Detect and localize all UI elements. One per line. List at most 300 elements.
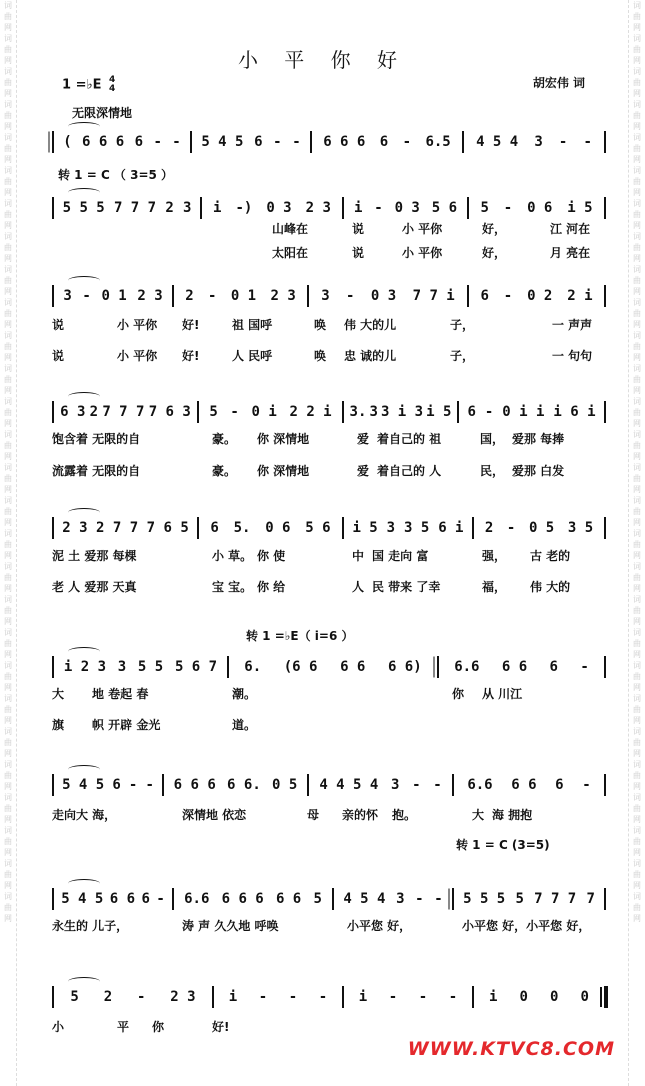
measure — [473, 194, 600, 222]
lyric-word: 小平您 好，小平您 好， — [462, 919, 591, 933]
measure — [58, 128, 186, 156]
slur-arc — [68, 765, 100, 774]
bar-line — [462, 131, 464, 153]
lyric-word: 大 — [52, 687, 65, 701]
note-group: - — [156, 891, 165, 907]
bar-line — [190, 131, 192, 153]
bar-line — [197, 401, 199, 423]
measure — [313, 771, 448, 799]
staff-row-4 — [52, 398, 607, 426]
bar-line — [332, 888, 334, 910]
bar-line — [197, 517, 199, 539]
note-group: 5 — [209, 404, 218, 420]
note-group: - — [346, 288, 355, 304]
time-sig-bottom: 4 — [109, 84, 116, 94]
note-group: 0 3 — [394, 200, 420, 216]
note-group: 7 7 7 — [534, 891, 577, 907]
measure — [58, 771, 158, 799]
bar-line — [604, 888, 606, 910]
lyric-row-9 — [52, 685, 607, 703]
measure — [316, 128, 458, 156]
note-group: 3 — [396, 891, 405, 907]
note-group: - — [433, 777, 442, 793]
lyric-row-6 — [52, 462, 607, 480]
measure — [178, 885, 328, 913]
staff-row-1 — [52, 128, 607, 156]
measure — [58, 653, 223, 681]
note-group: - — [153, 134, 162, 150]
note-group: 2 — [103, 989, 113, 1005]
lyric-word: 永生的 儿子， — [52, 919, 129, 933]
lyric-word: 潮。 — [232, 687, 257, 701]
lyric-word: 抱。 — [392, 808, 417, 822]
note-group: - — [292, 134, 301, 150]
measure — [58, 194, 196, 222]
lyric-word: 国， — [480, 432, 505, 446]
lyric-word: 大 — [472, 808, 485, 822]
lyric-word: 一 声声 — [552, 318, 593, 332]
measure — [233, 653, 433, 681]
lyric-word: 好， — [482, 246, 507, 260]
bar-line — [472, 517, 474, 539]
lyric-word: 你 深情地 — [257, 432, 310, 446]
bar-line — [172, 888, 174, 910]
note-group: 2 — [165, 200, 174, 216]
lyric-word: 国 走向 富 — [372, 549, 429, 563]
bar-line — [52, 401, 54, 423]
lyric-word: 你 使 — [257, 549, 286, 563]
measure — [58, 514, 193, 542]
bar-line — [467, 197, 469, 219]
note-group: 3 — [391, 777, 400, 793]
note-group: 0 2 — [527, 288, 553, 304]
note-group: 3 5 — [404, 520, 430, 536]
slur-arc — [68, 122, 100, 131]
lyric-word: 唤 — [314, 349, 327, 363]
staff-row-8 — [52, 885, 607, 913]
lyric-word: 涛 声 久久地 呼唤 — [182, 919, 279, 933]
slur-arc — [68, 977, 100, 986]
note-group: - — [583, 134, 592, 150]
bar-line — [310, 131, 312, 153]
note-group: - — [230, 404, 239, 420]
slur-arc — [68, 879, 100, 888]
slur-arc — [68, 647, 100, 656]
note-group: 6 — [467, 404, 476, 420]
note-group: 0 5 — [528, 520, 555, 536]
note-group: 2 — [89, 404, 99, 420]
measure — [178, 282, 303, 310]
note-group: 6 6 — [340, 659, 366, 675]
note-group: 5 — [515, 891, 524, 907]
note-group: 7 7 — [112, 520, 139, 536]
time-sig-top: 4 — [109, 75, 116, 85]
note-group: 3 — [386, 520, 396, 536]
bar-line — [52, 986, 54, 1008]
lyric-word: 一 句句 — [552, 349, 593, 363]
lyric-word: 强， — [482, 549, 507, 563]
note-group: 3 — [63, 288, 72, 304]
note-group: 6 — [134, 134, 144, 150]
bar-line — [342, 197, 344, 219]
note-group: 2 3 — [170, 989, 196, 1005]
note-group: 6.6 — [454, 659, 480, 675]
note-group: 0 1 — [230, 288, 257, 304]
measure — [478, 514, 600, 542]
bar-line — [452, 888, 454, 910]
measure — [458, 885, 600, 913]
note-group: 0 — [519, 989, 528, 1005]
slur-arc — [68, 276, 100, 285]
note-group: 3. — [349, 404, 367, 420]
lyric-row-3 — [52, 316, 607, 334]
lyric-word: 好! — [182, 318, 200, 332]
note-group: - — [318, 989, 328, 1005]
note-group: 0 6 — [527, 200, 553, 216]
lyric-word: 小 平你 — [402, 246, 443, 260]
lyric-word: 小 平你 — [117, 349, 158, 363]
note-group: 5 5 5 — [62, 200, 105, 216]
lyric-word: 说 — [352, 246, 365, 260]
lyric-word: 子， — [450, 349, 475, 363]
lyric-word: 好， — [482, 222, 507, 236]
lyric-word: 伟 大的儿 — [344, 318, 397, 332]
lyric-word: 平 — [117, 1020, 130, 1034]
note-group: 5 6 — [305, 520, 331, 536]
lyric-word: 忠 诚的儿 — [344, 349, 397, 363]
note-group: - — [402, 134, 412, 150]
note-group: - — [172, 134, 181, 150]
note-group: i 5 — [426, 404, 452, 420]
note-group: 4 5 4 — [343, 891, 386, 907]
bar-line — [604, 656, 606, 678]
note-group: 5 — [70, 989, 79, 1005]
note-group: 7 — [586, 891, 595, 907]
lyricist-credit: 胡宏伟 词 — [532, 76, 585, 90]
measure — [218, 983, 338, 1011]
modulation-2: 转 1 =♭E（ i=6 ） — [246, 629, 354, 643]
lyric-row-1 — [52, 220, 607, 238]
lyric-word: 伟 大的 — [530, 580, 571, 594]
note-group: 6 — [480, 288, 489, 304]
note-group: - — [388, 989, 398, 1005]
note-group: i — [353, 200, 363, 216]
bar-line — [52, 197, 54, 219]
lyric-word: 人 — [352, 580, 365, 594]
note-group: - — [415, 891, 424, 907]
note-group: 2 3 — [137, 288, 163, 304]
note-group: - — [136, 989, 146, 1005]
note-group: - — [412, 777, 421, 793]
note-group: i — [213, 200, 222, 216]
key-signature — [62, 76, 115, 94]
bar-line — [457, 401, 459, 423]
note-group: i 5 — [352, 520, 378, 536]
lyric-word: 从 川江 — [482, 687, 523, 701]
left-margin-line — [16, 0, 17, 1086]
note-group: 6 — [210, 520, 219, 536]
note-group: 2 — [484, 520, 494, 536]
note-group: 3 — [117, 659, 127, 675]
time-signature — [109, 76, 115, 94]
note-group: 6. — [244, 659, 262, 675]
bar-line — [467, 285, 469, 307]
note-group: 5 4 5 — [62, 777, 105, 793]
note-group: 7 6 5 — [146, 520, 189, 536]
measure — [348, 514, 468, 542]
bar-line — [604, 401, 606, 423]
measure — [58, 282, 168, 310]
note-group: 5 5 5 — [463, 891, 506, 907]
lyric-word: 小 — [52, 1020, 65, 1034]
note-group: 5 4 5 — [201, 134, 244, 150]
lyric-row-2 — [52, 244, 607, 262]
measure — [338, 885, 448, 913]
bar-line — [172, 285, 174, 307]
lyric-word: 宝 宝。 — [212, 580, 253, 594]
lyric-word: 小平您 好， — [347, 919, 412, 933]
bar-line — [52, 517, 54, 539]
lyric-word: 豪。 — [212, 464, 237, 478]
right-margin-line — [628, 0, 629, 1086]
bar-line — [472, 986, 474, 1008]
slur-arc — [68, 392, 100, 401]
lyric-word: 你 给 — [257, 580, 286, 594]
lyric-word: 爱那 白发 — [512, 464, 565, 478]
measure — [203, 514, 338, 542]
lyric-word: 地 卷起 春 — [92, 687, 149, 701]
bar-line — [52, 888, 54, 910]
note-group: 3 i 3 — [380, 404, 424, 420]
lyric-word: 走向大 海， — [52, 808, 117, 822]
note-group: 6 — [254, 134, 263, 150]
lyric-word: 小 平你 — [117, 318, 158, 332]
note-group: - — [506, 520, 516, 536]
note-group: - — [434, 891, 443, 907]
bar-line — [437, 656, 439, 678]
slur-arc — [68, 508, 100, 517]
staff-row-2 — [52, 194, 607, 222]
note-group: 6 6 6 — [221, 891, 264, 907]
slur-arc — [68, 188, 100, 197]
lyric-word: 福， — [482, 580, 507, 594]
note-group: 6 — [379, 134, 389, 150]
lyric-word: 好! — [212, 1020, 230, 1034]
lyric-row-13 — [52, 1018, 607, 1036]
lyric-word: 海 拥抱 — [492, 808, 533, 822]
lyric-word: 小 草。 — [212, 549, 253, 563]
bar-line — [342, 401, 344, 423]
note-group: 5 — [313, 891, 322, 907]
note-group: 4 5 4 — [476, 134, 519, 150]
note-group: 0 — [550, 989, 559, 1005]
note-group: 2 — [95, 520, 105, 536]
lyric-word: 祖 国呼 — [232, 318, 273, 332]
lyric-row-7 — [52, 547, 607, 565]
right-side-watermark: 词曲网词曲网词曲网词曲网词曲网词曲网词曲网词曲网词曲网词曲网词曲网词曲网词曲网词曲网词曲网词曲网词曲网词曲网词曲网词曲网词曲网词曲网词曲网词曲网词曲网词曲网词曲网词曲网 — [633, 1, 641, 923]
bar-line — [342, 986, 344, 1008]
note-group: i — [358, 989, 368, 1005]
lyric-word: 道。 — [232, 718, 257, 732]
lyric-row-8 — [52, 578, 607, 596]
bar-line — [212, 986, 214, 1008]
lyric-word: 着自己的 祖 — [377, 432, 442, 446]
note-group: 6 3 — [60, 404, 86, 420]
note-group: - — [273, 134, 282, 150]
bar-line — [604, 197, 606, 219]
note-group: 5. — [233, 520, 251, 536]
note-group: - — [484, 404, 494, 420]
bar-line — [604, 285, 606, 307]
staff-row-5 — [52, 514, 607, 542]
note-group: - — [418, 989, 428, 1005]
bar-line — [604, 517, 606, 539]
lyric-word: 爱 — [357, 432, 370, 446]
note-group: - — [582, 777, 591, 793]
staff-row-3 — [52, 282, 607, 310]
measure — [348, 398, 453, 426]
note-group: 0 — [580, 989, 589, 1005]
measure — [468, 128, 600, 156]
measure — [313, 282, 463, 310]
measure — [348, 194, 463, 222]
note-group: 2 3 — [62, 520, 88, 536]
lyric-word: 人 民呼 — [232, 349, 273, 363]
lyric-word: 小 平你 — [402, 222, 443, 236]
note-group: - — [580, 659, 589, 675]
measure — [478, 983, 600, 1011]
lyric-word: 民 带来 了幸 — [372, 580, 441, 594]
bar-line — [452, 774, 454, 796]
note-group: 0 1 — [101, 288, 127, 304]
note-group: 6.5 — [425, 134, 451, 150]
lyric-row-4 — [52, 347, 607, 365]
note-group: 6 — [141, 891, 150, 907]
lyric-word: 中 — [352, 549, 365, 563]
note-group: 6 6) — [387, 659, 422, 675]
note-group: 4 4 5 4 — [319, 777, 379, 793]
bar-line — [162, 774, 164, 796]
lyric-word: 母 — [307, 808, 320, 822]
note-group: 3 5 — [567, 520, 594, 536]
note-group: - — [82, 288, 91, 304]
lyric-word: 着自己的 人 — [377, 464, 442, 478]
note-group: 6 6 — [275, 891, 302, 907]
lyric-word: 旗 — [52, 718, 65, 732]
lyric-row-11 — [52, 806, 607, 824]
song-title: 小 平 你 好 — [237, 48, 408, 72]
lyric-word: 流露着 无限的自 — [52, 464, 141, 478]
measure — [196, 128, 306, 156]
note-group: 7 7 7 — [113, 200, 157, 216]
lyric-word: 古 老的 — [530, 549, 571, 563]
note-group: - — [128, 777, 138, 793]
bar-line — [52, 656, 54, 678]
note-group: 6 6. — [227, 777, 261, 793]
note-group: 6 6 — [511, 777, 537, 793]
note-group: 6 6 — [109, 891, 136, 907]
note-group: 6 6 6 — [173, 777, 216, 793]
note-group: 2 3 — [305, 200, 331, 216]
lyric-word: 子， — [450, 318, 475, 332]
note-group: 6 i — [438, 520, 464, 536]
measure — [463, 398, 600, 426]
note-group: 6 — [555, 777, 564, 793]
note-group: i — [489, 989, 498, 1005]
lyric-word: 你 深情地 — [257, 464, 310, 478]
bar-line — [604, 774, 606, 796]
note-group: 6 — [549, 659, 558, 675]
measure — [58, 885, 168, 913]
note-group: - — [258, 989, 268, 1005]
left-side-watermark: 词曲网词曲网词曲网词曲网词曲网词曲网词曲网词曲网词曲网词曲网词曲网词曲网词曲网词曲网词曲网词曲网词曲网词曲网词曲网词曲网词曲网词曲网词曲网词曲网词曲网词曲网词曲网词曲网 — [4, 1, 12, 923]
note-group: 0 i — [251, 404, 277, 420]
lyric-row-10 — [52, 716, 607, 734]
note-group: i 2 3 — [63, 659, 107, 675]
lyric-word: 说 — [52, 318, 65, 332]
modulation-1: 转 1 = C （ 3=5 ） — [58, 168, 174, 182]
staff-row-9 — [52, 983, 607, 1011]
lyric-word: 唤 — [314, 318, 327, 332]
lyric-word: 爱 — [357, 464, 370, 478]
note-group: i 5 — [567, 200, 593, 216]
note-group: 6.6 — [467, 777, 493, 793]
lyric-word: 爱那 每捧 — [512, 432, 565, 446]
bar-line — [227, 656, 229, 678]
lyric-row-5 — [52, 430, 607, 448]
note-group: 6 6 — [501, 659, 528, 675]
measure — [206, 194, 338, 222]
note-group: 0 i i — [502, 404, 545, 420]
measure — [203, 398, 338, 426]
note-group: 7 7 7 — [102, 404, 145, 420]
bar-line — [604, 131, 606, 153]
note-group: 0 6 — [265, 520, 291, 536]
note-group: 6.6 — [184, 891, 210, 907]
note-group: (6 6 — [283, 659, 318, 675]
staff-row-7 — [52, 771, 607, 799]
note-group: 2 i — [567, 288, 593, 304]
note-group: -) — [235, 200, 253, 216]
note-group: - — [503, 288, 513, 304]
bar-line — [342, 517, 344, 539]
note-group: 3 — [534, 134, 543, 150]
note-group: 7 6 3 — [148, 404, 191, 420]
measure — [168, 771, 303, 799]
note-group: 0 5 — [272, 777, 298, 793]
lyric-word: 江 河在 — [550, 222, 591, 236]
note-group: i — [228, 989, 238, 1005]
note-group: 7 7 i — [412, 288, 455, 304]
note-group: - — [288, 989, 298, 1005]
note-group: 6 6 6 — [82, 134, 125, 150]
lyric-word: 泥 土 爱那 每棵 — [52, 549, 137, 563]
note-group: - — [374, 200, 383, 216]
note-group: - — [208, 288, 217, 304]
note-group: 5 4 5 — [61, 891, 104, 907]
staff-row-6 — [52, 653, 607, 681]
bar-line — [307, 774, 309, 796]
modulation-3: 转 1 = C (3=5) — [456, 838, 550, 852]
note-group: i 6 i — [553, 404, 596, 420]
note-group: 3 — [321, 288, 330, 304]
lyric-word: 太阳在 — [272, 246, 309, 260]
note-group: 6 — [112, 777, 121, 793]
note-group: 5 6 7 — [174, 659, 218, 675]
measure — [458, 771, 600, 799]
lyric-word: 说 — [52, 349, 65, 363]
measure — [58, 983, 208, 1011]
